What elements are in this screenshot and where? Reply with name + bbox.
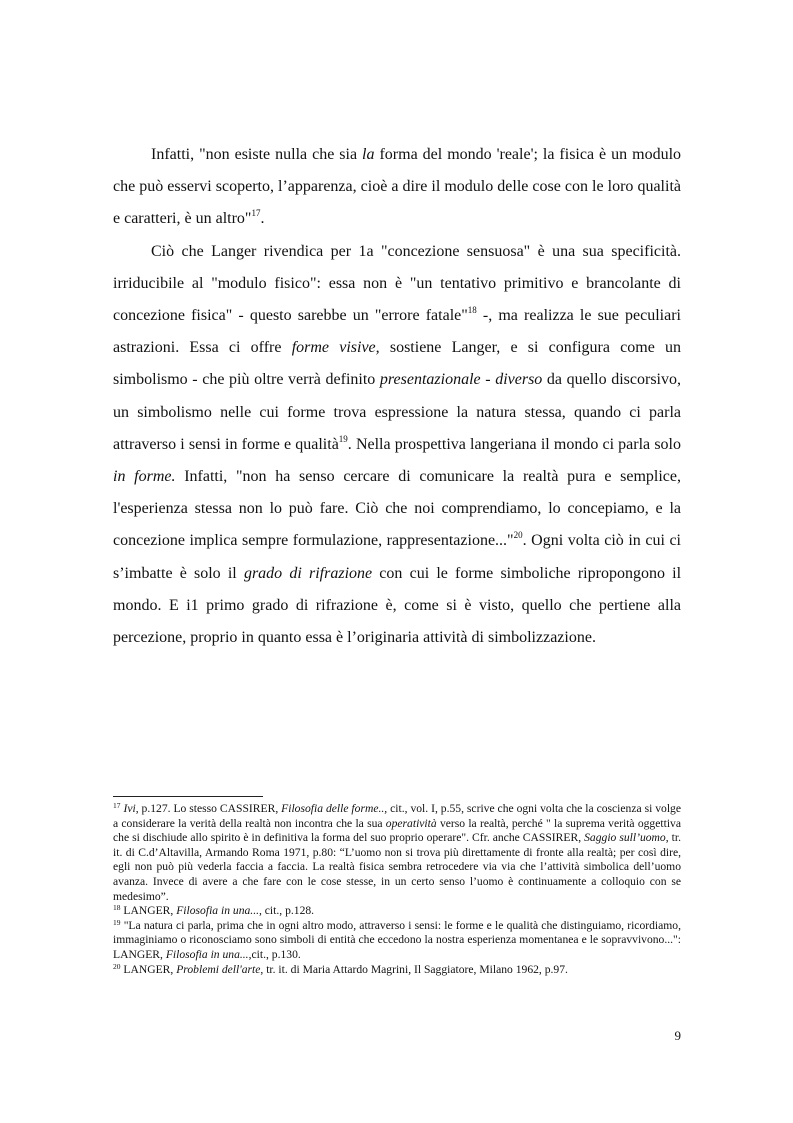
text-run: cit., p.128. [261, 904, 315, 918]
footnote-marker: 20 [113, 961, 121, 971]
text-run: forma del mondo 'reale'; la fisica è un modulo che può esservi scoperto, l’apparenza, cioè a dire il modulo delle cose con le loro qualità e caratteri, è un altro" [113, 146, 682, 228]
text-run: sostiene Langer, e si configura come un simbolismo - che più oltre verrà definito [113, 339, 681, 389]
footnote-marker: 17 [113, 801, 121, 810]
text-run: da quello discorsivo, un simbolismo nelle cui forme trova espressione la natura stessa, quando ci parla attraverso i sensi in forme e qualità [113, 371, 682, 453]
text-run: LANGER, [120, 904, 177, 918]
text-run: Ciò che Langer rivendica per 1a "concezione sensuosa" è una sua specificità. irriducibile al "modulo fisico": essa non è "un tentativo primitivo e brancolante di concezione fisica" - questo sarebbe un "errore fatale" [113, 242, 681, 325]
italic-text: la [362, 146, 375, 163]
paragraph [113, 139, 681, 236]
text-run: con cui le forme simboliche ripropongono il mondo. E i1 primo grado di rifrazione è, come si è visto, quello che pertiene alla percezione, proprio in quanto essa è l’originaria attività di simbolizzazione. [113, 564, 682, 647]
text-run: , p.127. Lo stesso CASSIRER, [135, 802, 282, 815]
italic-text: in forme. [113, 468, 176, 486]
footnote-marker: 20 [513, 530, 523, 541]
text-run: Infatti, "non ha senso cercare di comunicare la realtà pura e semplice, l'esperienza stessa non lo può fare. Ciò che noi comprendiamo, lo concepiamo, e la concezione implica sempre formulazione, rappresentazione..." [113, 468, 681, 550]
text-run: "La natura ci parla, prima che in ogni altro modo, attraverso i sensi: le forme e le qualità che distinguiamo, ricordiamo, immaginiamo o riconosciamo sono simboli di entità che eccedono la nostra esperienza momentanea e le sopravvivono...": LANGER, [113, 918, 681, 961]
italic-text: grado di rifrazione [243, 564, 373, 582]
footnote-marker: 18 [113, 903, 121, 913]
text-run: . [260, 210, 265, 228]
italic-text: Filosofia in una..., [176, 904, 262, 918]
text-run: , tr. it. di Maria Attardo Magrini, Il Saggiatore, Milano 1962, p.97. [260, 962, 568, 976]
footnote [113, 963, 681, 978]
italic-text: Filosofia in una... [165, 947, 249, 961]
body-text [113, 139, 681, 654]
text-run: . Nella prospettiva langeriana il mondo ci parla solo [347, 435, 681, 453]
text-run: cit., vol. I, p.55, scrive che ogni volta che la coscienza si volge a considerare la verità della realtà non incontra che la sua [113, 802, 682, 830]
page-number: 9 [674, 1028, 681, 1043]
footnote [113, 802, 681, 904]
italic-text: presentazionale - diverso [379, 371, 543, 389]
text-run: verso la realtà, perché " la suprema verità oggettiva che si dischiude allo spirito è in definitiva la forma del suo proprio operare". Cfr. anche CASSIRER, [113, 816, 681, 845]
text-run: Infatti, "non esiste nulla che sia [151, 146, 363, 163]
text-run: , tr. it. di C.d’Altavilla, Armando Roma 1971, p.80: “L’uomo non si trova più direttamente di fronte alla realtà; per così dire, egli non può più vederla faccia a faccia. La realtà fisica sembra retrocedere via via che l’attività simbolica dell’uomo avanza. Invece di avere a che fare con le cose stesse, in un certo senso l’uomo è continuamente a colloquio con se medesimo”. [113, 831, 681, 903]
footnote-marker: 19 [113, 917, 121, 927]
italic-text: Ivi [123, 802, 136, 815]
footnote-separator [113, 796, 263, 797]
footnote [113, 919, 681, 963]
footnote [113, 904, 681, 919]
italic-text: operatività [385, 816, 437, 830]
footnote-marker: 17 [251, 208, 261, 219]
footnotes [113, 802, 681, 977]
text-run: LANGER, [120, 962, 177, 976]
italic-text: Saggio sull’uomo [584, 831, 666, 845]
text-run: . Ogni volta ciò in cui ci s’imbatte è solo il [113, 532, 681, 582]
text-run: ,cit., p.130. [248, 947, 301, 961]
text-run: -, ma realizza le sue peculiari astrazioni. Essa ci offre [113, 307, 681, 357]
paragraph [113, 236, 681, 655]
footnote-marker: 18 [467, 305, 477, 316]
italic-text: Problemi dell'arte [176, 962, 261, 976]
footnote-marker: 19 [338, 433, 348, 444]
italic-text: Filosofia delle forme.., [281, 802, 388, 815]
italic-text: forme visive, [291, 339, 380, 357]
